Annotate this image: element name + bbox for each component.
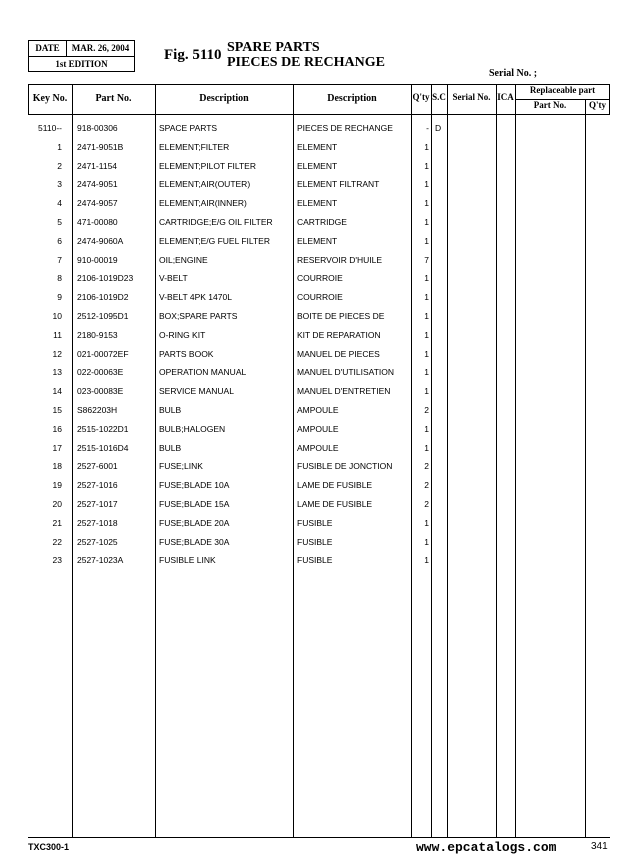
cell-key-no: 9 xyxy=(57,292,62,303)
date-label: DATE xyxy=(29,41,67,56)
cell-description-en: PARTS BOOK xyxy=(159,348,214,359)
cell-qty: 1 xyxy=(424,292,429,303)
cell-part-no: 2527-6001 xyxy=(77,461,118,472)
cell-description-fr: FUSIBLE xyxy=(297,555,333,566)
cell-key-no: 15 xyxy=(52,405,62,415)
col-header-rp-part-no: Part No. xyxy=(533,100,567,110)
date-value: MAR. 26, 2004 xyxy=(71,43,130,53)
cell-description-fr: MANUEL DE PIECES xyxy=(297,348,380,359)
cell-part-no: 2474-9051 xyxy=(77,179,118,190)
cell-qty: 2 xyxy=(424,405,429,415)
col-rule-6 xyxy=(447,84,448,837)
cell-description-en: ELEMENT;FILTER xyxy=(159,141,230,152)
cell-qty: 1 xyxy=(424,536,429,547)
page-title-fr: PIECES DE RECHANGE xyxy=(227,55,385,70)
cell-qty: 7 xyxy=(424,254,429,265)
cell-part-no: 918-00306 xyxy=(77,123,118,133)
cell-key-no: 3 xyxy=(57,179,62,190)
cell-description-en: ELEMENT;AIR(INNER) xyxy=(159,198,247,209)
cell-key-no: 4 xyxy=(57,198,62,209)
cell-qty: 1 xyxy=(424,198,429,209)
cell-qty: 1 xyxy=(424,555,429,566)
cell-qty: 1 xyxy=(424,517,429,528)
cell-description-en: ELEMENT;E/G FUEL FILTER xyxy=(159,235,270,246)
col-rule-9 xyxy=(585,99,586,837)
cell-key-no: 19 xyxy=(52,480,62,491)
col-rule-3 xyxy=(293,84,294,837)
cell-description-en: SPACE PARTS xyxy=(159,123,218,133)
cell-part-no: 2515-1016D4 xyxy=(77,442,129,453)
cell-qty: 1 xyxy=(424,386,429,397)
cell-part-no: 910-00019 xyxy=(77,254,118,265)
col-rule-7 xyxy=(496,84,497,837)
cell-key-no: 16 xyxy=(52,423,62,434)
cell-description-en: SERVICE MANUAL xyxy=(159,386,234,397)
cell-part-no: 2471-9051B xyxy=(77,141,124,152)
cell-description-fr: MANUEL D'UTILISATION xyxy=(297,367,395,378)
cell-part-no: 2106-1019D23 xyxy=(77,273,134,284)
cell-qty: 1 xyxy=(424,235,429,246)
cell-description-fr: PIECES DE RECHANGE xyxy=(297,123,393,133)
cell-key-no: 23 xyxy=(52,555,62,566)
cell-key-no: 11 xyxy=(53,329,62,340)
cell-description-en: FUSE;BLADE 30A xyxy=(159,536,230,547)
col-rule-5 xyxy=(431,84,432,837)
table-bottom-rule xyxy=(28,837,610,838)
col-header-part-no: Part No. xyxy=(95,93,132,104)
col-header-rp-qty: Q'ty xyxy=(589,100,606,110)
cell-description-fr: AMPOULE xyxy=(297,405,339,415)
cell-qty: 1 xyxy=(424,273,429,284)
cell-key-no: 18 xyxy=(52,461,62,472)
cell-part-no: 021-00072EF xyxy=(77,348,129,359)
cell-part-no: S862203H xyxy=(77,405,118,415)
parts-table xyxy=(28,84,610,838)
cell-key-no: 5 xyxy=(57,217,62,227)
cell-description-fr: RESERVOIR D'HUILE xyxy=(297,254,383,265)
cell-part-no: 2527-1025 xyxy=(77,536,118,547)
cell-key-no: 13 xyxy=(52,367,62,378)
cell-description-fr: ELEMENT xyxy=(297,235,338,246)
cell-description-fr: MANUEL D'ENTRETIEN xyxy=(297,386,391,397)
header-bottom-rule xyxy=(28,114,610,115)
page-number: 341 xyxy=(591,841,608,852)
cell-part-no: 2527-1017 xyxy=(77,499,118,509)
cell-key-no: 10 xyxy=(52,311,62,321)
cell-qty: 1 xyxy=(424,423,429,434)
cell-description-en: BULB xyxy=(159,405,182,415)
cell-qty: 1 xyxy=(424,179,429,190)
col-rule-4 xyxy=(411,84,412,837)
cell-key-no: 2 xyxy=(57,160,62,171)
col-header-qty: Q'ty xyxy=(412,92,430,102)
cell-qty: 1 xyxy=(424,348,429,359)
cell-description-fr: COURROIE xyxy=(297,273,343,284)
cell-description-en: FUSE;BLADE 20A xyxy=(159,517,230,528)
col-header-description-fr: Description xyxy=(327,93,377,104)
cell-description-en: V-BELT xyxy=(159,273,188,284)
serial-number-label: Serial No. ; xyxy=(489,68,538,79)
cell-description-en: FUSE;BLADE 15A xyxy=(159,499,230,509)
cell-part-no: 2474-9057 xyxy=(77,198,118,209)
cell-description-en: BULB xyxy=(159,442,182,453)
cell-key-no: 20 xyxy=(52,499,62,509)
col-header-serial-no: Serial No. xyxy=(452,92,491,102)
cell-description-fr: CARTRIDGE xyxy=(297,217,347,227)
cell-qty: 1 xyxy=(424,141,429,152)
cell-sc: D xyxy=(435,123,442,133)
cell-qty: 1 xyxy=(424,217,429,227)
cell-qty: 1 xyxy=(424,311,429,321)
edition-label: 1st EDITION xyxy=(55,59,108,69)
cell-qty: 2 xyxy=(424,480,429,491)
cell-description-en: FUSE;LINK xyxy=(159,461,203,472)
cell-description-fr: AMPOULE xyxy=(297,442,339,453)
cell-qty: 1 xyxy=(424,160,429,171)
col-header-description-en: Description xyxy=(199,93,249,104)
cell-description-en: FUSIBLE LINK xyxy=(159,555,216,566)
cell-description-fr: COURROIE xyxy=(297,292,343,303)
cell-description-fr: FUSIBLE xyxy=(297,536,333,547)
cell-key-no: 22 xyxy=(52,536,62,547)
cell-description-en: FUSE;BLADE 10A xyxy=(159,480,230,491)
footer-url: www.epcatalogs.com xyxy=(416,840,557,855)
cell-qty: - xyxy=(426,123,429,133)
cell-description-en: V-BELT 4PK 1470L xyxy=(159,292,232,303)
cell-qty: 2 xyxy=(424,461,429,472)
cell-key-no: 8 xyxy=(57,273,62,284)
cell-description-fr: FUSIBLE DE JONCTION xyxy=(297,461,393,472)
col-rule-8 xyxy=(515,84,516,837)
cell-part-no: 2474-9060A xyxy=(77,235,124,246)
cell-key-no: 7 xyxy=(57,254,62,265)
cell-part-no: 2471-1154 xyxy=(77,160,118,171)
cell-part-no: 2106-1019D2 xyxy=(77,292,129,303)
cell-key-no: 17 xyxy=(52,442,62,453)
col-header-ica: ICA xyxy=(497,92,514,102)
cell-description-fr: ELEMENT xyxy=(297,141,338,152)
cell-description-en: BOX;SPARE PARTS xyxy=(159,311,238,321)
cell-qty: 1 xyxy=(424,329,429,340)
col-header-sc: S.C xyxy=(432,92,446,102)
cell-description-en: O-RING KIT xyxy=(159,329,206,340)
date-edition-box xyxy=(28,40,135,72)
cell-description-en: ELEMENT;AIR(OUTER) xyxy=(159,179,251,190)
cell-key-no: 6 xyxy=(57,235,62,246)
cell-qty: 1 xyxy=(424,367,429,378)
cell-key-no: 5110-- xyxy=(38,123,62,133)
figure-number: Fig. 5110 xyxy=(164,47,222,63)
cell-description-fr: LAME DE FUSIBLE xyxy=(297,480,373,491)
cell-description-fr: KIT DE REPARATION xyxy=(297,329,381,340)
cell-description-en: OPERATION MANUAL xyxy=(159,367,247,378)
cell-part-no: 2527-1016 xyxy=(77,480,118,491)
model-number: TXC300-1 xyxy=(28,842,70,852)
cell-part-no: 2527-1023A xyxy=(77,555,124,566)
cell-description-fr: ELEMENT xyxy=(297,160,338,171)
cell-part-no: 2512-1095D1 xyxy=(77,311,129,321)
cell-qty: 1 xyxy=(424,442,429,453)
col-rule-1 xyxy=(72,84,73,837)
cell-key-no: 1 xyxy=(57,141,62,152)
page-title-en: SPARE PARTS xyxy=(227,40,320,55)
cell-part-no: 022-00063E xyxy=(77,367,124,378)
cell-part-no: 023-00083E xyxy=(77,386,124,397)
cell-description-en: BULB;HALOGEN xyxy=(159,423,226,434)
cell-part-no: 471-00080 xyxy=(77,217,118,227)
col-header-key-no: Key No. xyxy=(32,93,68,104)
col-header-replaceable-part: Replaceable part xyxy=(529,85,596,95)
cell-description-fr: ELEMENT FILTRANT xyxy=(297,179,380,190)
cell-description-en: CARTRIDGE;E/G OIL FILTER xyxy=(159,217,273,227)
cell-description-fr: BOITE DE PIECES DE xyxy=(297,311,385,321)
cell-key-no: 14 xyxy=(52,386,62,397)
cell-part-no: 2180-9153 xyxy=(77,329,118,340)
cell-key-no: 21 xyxy=(52,517,62,528)
cell-part-no: 2515-1022D1 xyxy=(77,423,129,434)
cell-description-fr: FUSIBLE xyxy=(297,517,333,528)
cell-description-en: OIL;ENGINE xyxy=(159,254,208,265)
cell-qty: 2 xyxy=(424,499,429,509)
cell-part-no: 2527-1018 xyxy=(77,517,118,528)
cell-description-en: ELEMENT;PILOT FILTER xyxy=(159,160,256,171)
col-rule-2 xyxy=(155,84,156,837)
cell-key-no: 12 xyxy=(52,348,62,359)
cell-description-fr: ELEMENT xyxy=(297,198,338,209)
cell-description-fr: LAME DE FUSIBLE xyxy=(297,499,373,509)
cell-description-fr: AMPOULE xyxy=(297,423,339,434)
